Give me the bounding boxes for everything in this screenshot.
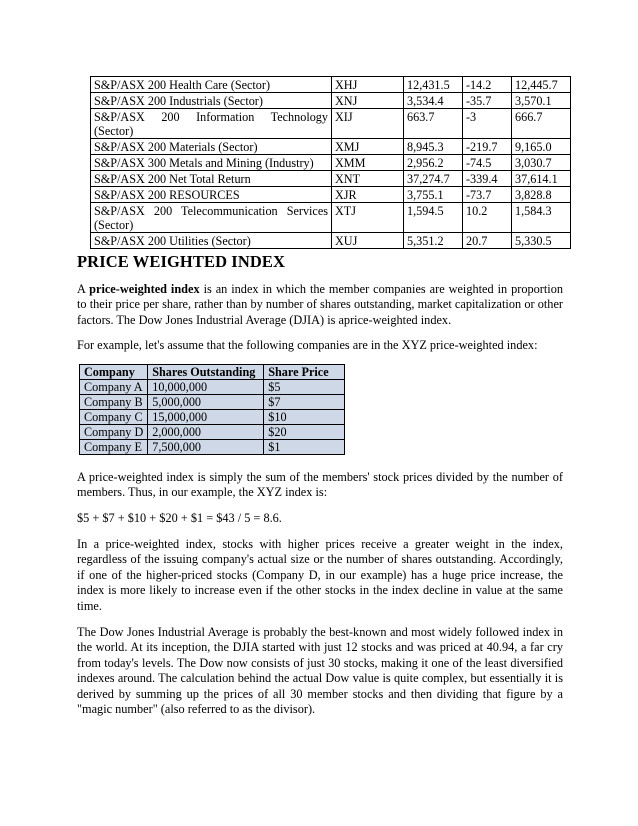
index-code-cell: XNT bbox=[332, 171, 404, 187]
index-name-cell: S&P/ASX 200 Net Total Return bbox=[91, 171, 332, 187]
index-value-cell: 5,351.2 bbox=[404, 233, 463, 249]
index-value-cell: 8,945.3 bbox=[404, 139, 463, 155]
dow-jones-paragraph: The Dow Jones Industrial Average is probably the best-known and most widely followed index in the world. At its inception, the DJIA started with just 12 stocks and was priced at 40.94, a far cry from today's levels. The Dow now consists of just 30 stocks, making it one of the least diversified indexes around. The calculation behind the actual Dow value is quite complex, but essentially it is derived by summing up the prices of all 30 member stocks and then dividing that figure by a "magic number" (also referred to as the divisor). bbox=[77, 625, 563, 717]
index-value-cell: 3,534.4 bbox=[404, 93, 463, 109]
company-name-cell: Company D bbox=[80, 425, 148, 440]
index-change-cell: -74.5 bbox=[463, 155, 512, 171]
sector-index-table bbox=[90, 76, 571, 249]
table-row bbox=[91, 77, 571, 93]
column-header: Share Price bbox=[264, 365, 345, 380]
weighting-paragraph: In a price-weighted index, stocks with higher prices receive a greater weight in the index, regardless of the issuing company's actual size or the number of shares outstanding. Accordingly, if one of the higher-priced stocks (Company D, in our example) has a huge price increase, the index is more likely to increase even if the other stocks in the index decline in value at the same time. bbox=[77, 537, 563, 613]
share-price-cell: $7 bbox=[264, 395, 345, 410]
index-previous-cell: 5,330.5 bbox=[512, 233, 571, 249]
example-intro-paragraph: For example, let's assume that the following companies are in the XYZ price-weighted index: bbox=[77, 338, 538, 352]
shares-outstanding-cell: 2,000,000 bbox=[148, 425, 264, 440]
table-row bbox=[80, 380, 345, 395]
index-previous-cell: 3,570.1 bbox=[512, 93, 571, 109]
table-header-row bbox=[80, 365, 345, 380]
index-code-cell: XNJ bbox=[332, 93, 404, 109]
index-code-cell: XTJ bbox=[332, 203, 404, 233]
company-table bbox=[79, 364, 345, 455]
index-change-cell: 10.2 bbox=[463, 203, 512, 233]
shares-outstanding-cell: 5,000,000 bbox=[148, 395, 264, 410]
index-name-cell: S&P/ASX 200 Information Technology (Sector) bbox=[91, 109, 332, 139]
explanation-paragraph: A price-weighted index is simply the sum of the members' stock prices divided by the number of members. Thus, in our example, the XYZ index is: bbox=[77, 470, 563, 500]
table-row bbox=[91, 171, 571, 187]
index-previous-cell: 3,828.8 bbox=[512, 187, 571, 203]
index-code-cell: XJR bbox=[332, 187, 404, 203]
index-code-cell: XIJ bbox=[332, 109, 404, 139]
table-row bbox=[80, 425, 345, 440]
shares-outstanding-cell: 10,000,000 bbox=[148, 380, 264, 395]
index-code-cell: XHJ bbox=[332, 77, 404, 93]
table-row bbox=[91, 155, 571, 171]
table-row bbox=[91, 139, 571, 155]
definition-paragraph bbox=[77, 282, 563, 328]
index-change-cell: 20.7 bbox=[463, 233, 512, 249]
share-price-cell: $5 bbox=[264, 380, 345, 395]
paragraph-rest: is an index in which the member companies are weighted in proportion to their price per share, rather than by number of shares outstanding, market capitalization or other factors. The Dow Jones Industrial Average (DJIA) is aprice-weighted index. bbox=[77, 282, 563, 327]
company-name-cell: Company E bbox=[80, 440, 148, 455]
paragraph-lead: A bbox=[77, 282, 90, 296]
index-previous-cell: 666.7 bbox=[512, 109, 571, 139]
index-name-cell: S&P/ASX 200 Materials (Sector) bbox=[91, 139, 332, 155]
table-row bbox=[91, 93, 571, 109]
index-name-cell: S&P/ASX 200 Industrials (Sector) bbox=[91, 93, 332, 109]
index-value-cell: 663.7 bbox=[404, 109, 463, 139]
share-price-cell: $20 bbox=[264, 425, 345, 440]
column-header: Company bbox=[80, 365, 148, 380]
company-name-cell: Company C bbox=[80, 410, 148, 425]
index-name-cell: S&P/ASX 200 Utilities (Sector) bbox=[91, 233, 332, 249]
table-row bbox=[91, 233, 571, 249]
table-row bbox=[91, 203, 571, 233]
index-previous-cell: 12,445.7 bbox=[512, 77, 571, 93]
index-change-cell: -14.2 bbox=[463, 77, 512, 93]
index-name-cell: S&P/ASX 200 Telecommunication Services (Sector) bbox=[91, 203, 332, 233]
index-value-cell: 12,431.5 bbox=[404, 77, 463, 93]
shares-outstanding-cell: 15,000,000 bbox=[148, 410, 264, 425]
index-change-cell: -219.7 bbox=[463, 139, 512, 155]
index-change-cell: -35.7 bbox=[463, 93, 512, 109]
index-previous-cell: 1,584.3 bbox=[512, 203, 571, 233]
table-row bbox=[91, 187, 571, 203]
index-code-cell: XMJ bbox=[332, 139, 404, 155]
table-row bbox=[80, 440, 345, 455]
index-value-cell: 37,274.7 bbox=[404, 171, 463, 187]
index-previous-cell: 37,614.1 bbox=[512, 171, 571, 187]
index-value-cell: 1,594.5 bbox=[404, 203, 463, 233]
formula-paragraph: $5 + $7 + $10 + $20 + $1 = $43 / 5 = 8.6. bbox=[77, 511, 282, 525]
index-code-cell: XMM bbox=[332, 155, 404, 171]
index-change-cell: -339.4 bbox=[463, 171, 512, 187]
section-heading: PRICE WEIGHTED INDEX bbox=[77, 252, 285, 271]
index-change-cell: -3 bbox=[463, 109, 512, 139]
table-row bbox=[91, 109, 571, 139]
table-row bbox=[80, 395, 345, 410]
column-header: Shares Outstanding bbox=[148, 365, 264, 380]
index-previous-cell: 3,030.7 bbox=[512, 155, 571, 171]
share-price-cell: $1 bbox=[264, 440, 345, 455]
company-name-cell: Company B bbox=[80, 395, 148, 410]
index-change-cell: -73.7 bbox=[463, 187, 512, 203]
share-price-cell: $10 bbox=[264, 410, 345, 425]
index-previous-cell: 9,165.0 bbox=[512, 139, 571, 155]
index-value-cell: 3,755.1 bbox=[404, 187, 463, 203]
index-name-cell: S&P/ASX 300 Metals and Mining (Industry) bbox=[91, 155, 332, 171]
index-name-cell: S&P/ASX 200 Health Care (Sector) bbox=[91, 77, 332, 93]
table-row bbox=[80, 410, 345, 425]
defined-term: price-weighted index bbox=[89, 282, 200, 296]
shares-outstanding-cell: 7,500,000 bbox=[148, 440, 264, 455]
index-code-cell: XUJ bbox=[332, 233, 404, 249]
index-value-cell: 2,956.2 bbox=[404, 155, 463, 171]
index-name-cell: S&P/ASX 200 RESOURCES bbox=[91, 187, 332, 203]
company-name-cell: Company A bbox=[80, 380, 148, 395]
